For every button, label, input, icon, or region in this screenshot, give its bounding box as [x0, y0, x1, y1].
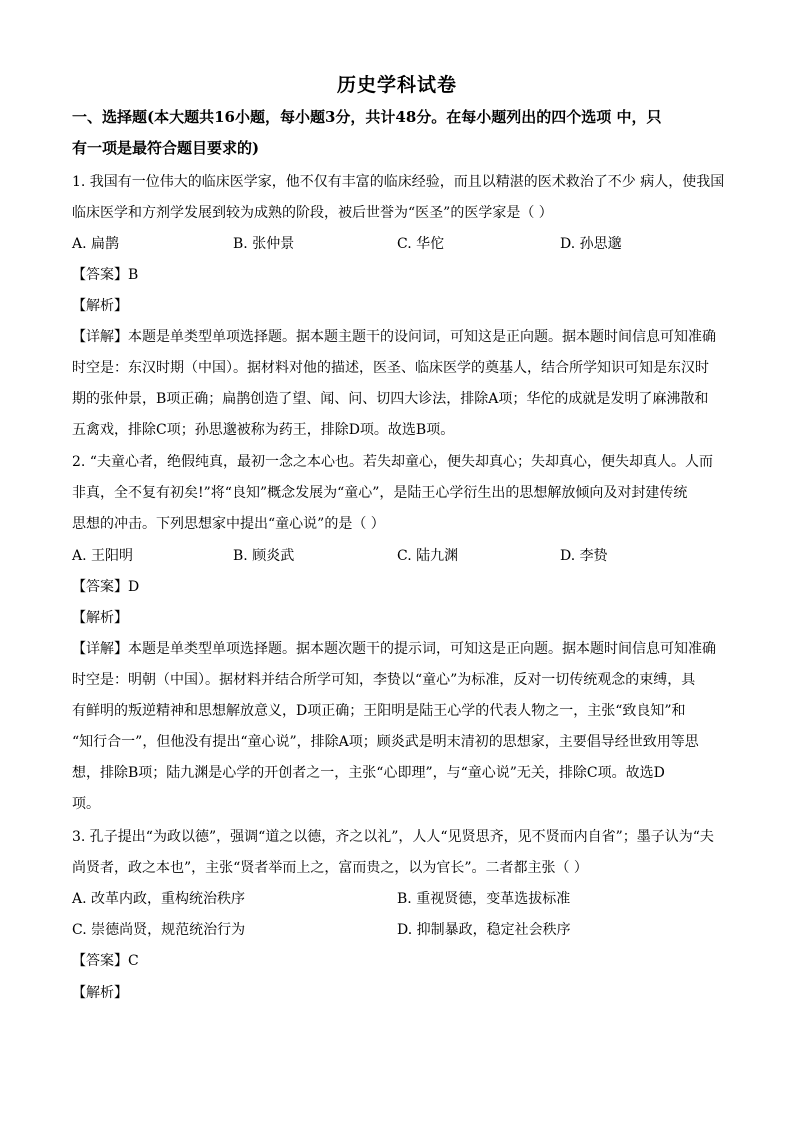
q1-analysis-label: 【解析】 — [72, 298, 128, 314]
q2-stem-line3: 思想的冲击。下列思想家中提出“童心说”的是（ ） — [72, 516, 385, 532]
q3-analysis-label: 【解析】 — [72, 985, 128, 1001]
q3-option-a: A. 改革内政，重构统治秩序 — [72, 891, 246, 907]
q3-option-d: D. 抑制暴政，稳定社会秩序 — [397, 922, 571, 938]
q1-option-c: C. 华佗 — [397, 236, 445, 252]
q1-detail-line: 期的张仲景，B项正确；扁鹊创造了望、闻、问、切四大诊法，排除A项；华佗的成就是发明了麻沸散和 — [72, 391, 709, 407]
q1-option-b: B. 张仲景 — [233, 236, 295, 252]
q2-option-b: B. 顾炎武 — [233, 548, 295, 564]
q3-stem-line2: 尚贤者，政之本也”，主张“贤者举而上之，富而贵之，以为官长”。二者都主张（ ） — [72, 860, 588, 876]
q2-detail-line: 有鲜明的叛逆精神和思想解放意义，D项正确；王阳明是陆王心学的代表人物之一，主张“致良知”和 — [72, 703, 686, 719]
q2-stem-line2: 非真，全不复有初矣!”将“良知”概念发展为“童心”，是陆王心学衍生出的思想解放倾向及对封建传统 — [72, 485, 688, 501]
q3-option-b: B. 重视贤德，变革选拔标准 — [397, 891, 571, 907]
q1-detail-line: 五禽戏，排除C项；孙思邈被称为药王，排除D项。故选B项。 — [72, 422, 455, 438]
q1-detail-line: 【详解】本题是单类型单项选择题。据本题主题干的设问词，可知这是正向题。据本题时间信息可知准确 — [72, 329, 716, 345]
q2-detail-line: 想，排除B项；陆九渊是心学的开创者之一，主张“心即理”，与“童心说”无关，排除C项。故选D — [72, 765, 665, 781]
q2-stem-line1: 2. “夫童心者，绝假纯真，最初一念之本心也。若失却童心，便失却真心；失却真心，便失却真人。人而 — [72, 454, 713, 470]
q2-option-d: D. 李贽 — [560, 548, 608, 564]
q2-option-a: A. 王阳明 — [72, 548, 134, 564]
q2-detail-line: 【详解】本题是单类型单项选择题。据本题次题干的提示词，可知这是正向题。据本题时间信息可知准确 — [72, 641, 716, 657]
q1-detail-line: 时空是：东汉时期（中国）。据材料对他的描述，医圣、临床医学的奠基人，结合所学知识可知是东汉时 — [72, 360, 709, 376]
q2-option-c: C. 陆九渊 — [397, 548, 459, 564]
section-heading-line1: 一、选择题(本大题共16小题，每小题3分，共计48分。在每小题列出的四个选项 中，只 — [72, 108, 662, 126]
section-heading-line2: 有一项是最符合题目要求的) — [72, 139, 260, 157]
q2-answer: 【答案】D — [72, 579, 140, 595]
q1-option-a: A. 扁鹊 — [72, 236, 120, 252]
q1-option-d: D. 孙思邈 — [560, 236, 622, 252]
q2-detail-line: 时空是：明朝（中国）。据材料并结合所学可知，李贽以“童心”为标准，反对一切传统观念的束缚，具 — [72, 672, 696, 688]
page-title: 历史学科试卷 — [336, 74, 457, 96]
q3-answer: 【答案】C — [72, 953, 139, 969]
q3-stem-line1: 3. 孔子提出“为政以德”，强调“道之以德，齐之以礼”，人人“见贤思齐，见不贤而内自省”；墨子认为“夫 — [72, 829, 714, 845]
q1-stem-line1: 1. 我国有一位伟大的临床医学家，他不仅有丰富的临床经验，而且以精湛的医术救治了不少 病人，使我国 — [72, 174, 725, 190]
q1-answer: 【答案】B — [72, 267, 139, 283]
q3-option-c: C. 崇德尚贤，规范统治行为 — [72, 922, 246, 938]
q1-stem-line2: 临床医学和方剂学发展到较为成熟的阶段，被后世誉为“医圣”的医学家是（ ） — [72, 205, 553, 221]
q2-detail-line: “知行合一”，但他没有提出“童心说”，排除A项；顾炎武是明末清初的思想家，主要倡导经世致用等思 — [72, 734, 699, 750]
q2-detail-line: 项。 — [72, 796, 100, 812]
q2-analysis-label: 【解析】 — [72, 610, 128, 626]
